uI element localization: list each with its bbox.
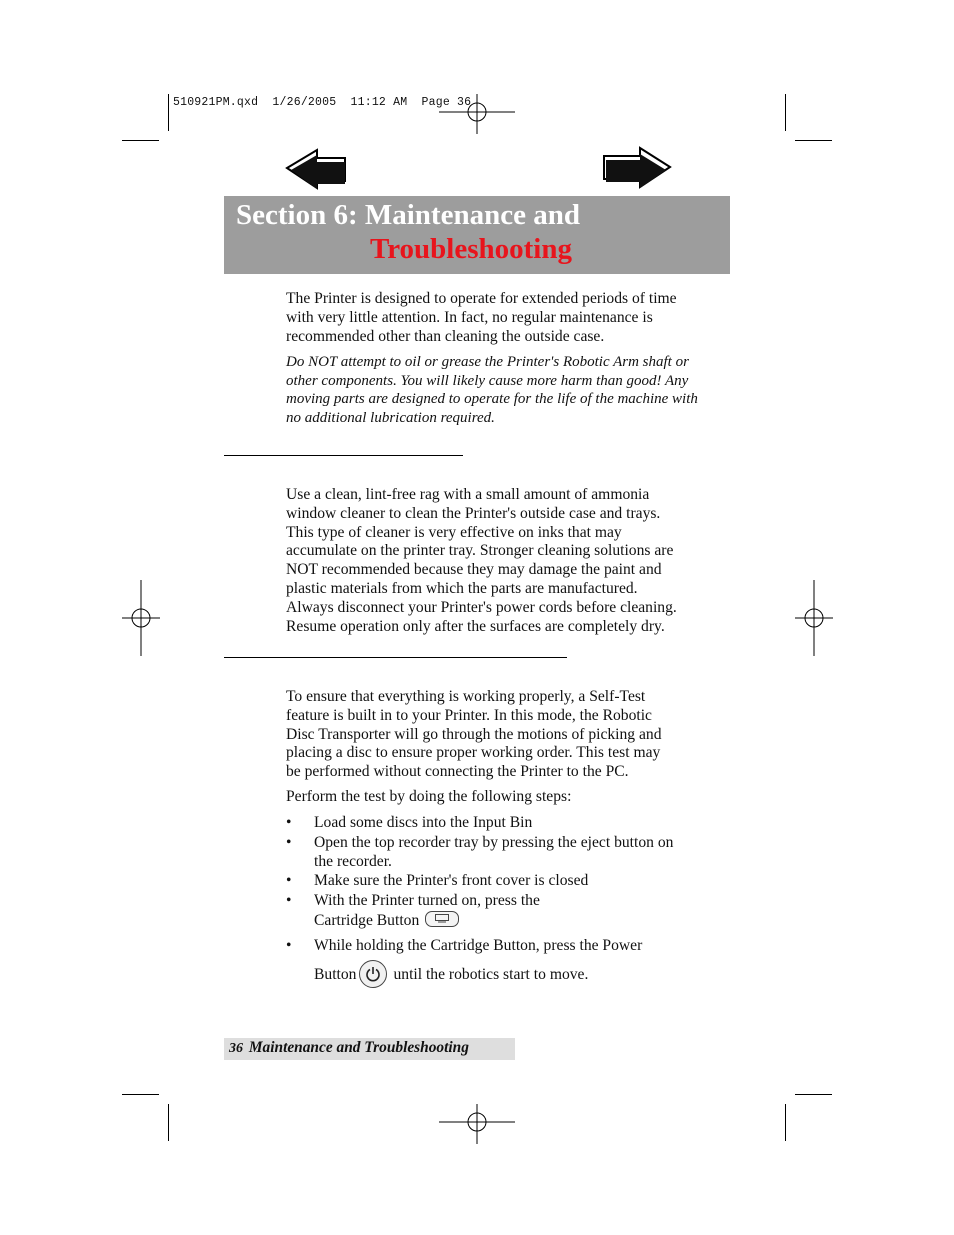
registration-mark-bottom-icon [439, 1104, 515, 1144]
step-text-with-icon [314, 960, 726, 988]
text-line: window cleaner to clean the Printer's outside case and trays. [286, 504, 661, 522]
step-text: Open the top recorder tray by pressing the eject button on [314, 833, 674, 851]
text-line: feature is built in to your Printer. In this mode, the Robotic [286, 706, 652, 724]
text-line: Resume operation only after the surfaces are completely dry. [286, 617, 665, 635]
step-text-with-icon [314, 911, 726, 931]
text-line: recommended other than cleaning the outside case. [286, 327, 605, 345]
cleaning-paragraph [286, 486, 726, 636]
bullet-glyph: • [286, 814, 292, 831]
footer-label: Maintenance and Troubleshooting [248, 1039, 469, 1056]
step-text: until the robotics start to move. [393, 965, 589, 983]
page-number: 36 [229, 1041, 243, 1056]
registration-mark-left-icon [122, 580, 160, 656]
text-line: other components. You will likely cause more harm than good! Any [286, 372, 689, 389]
steps-intro: Perform the test by doing the following steps: [286, 788, 572, 805]
text-line: moving parts are designed to operate for the life of the machine with [286, 391, 698, 408]
text-line: Always disconnect your Printer's power cords before cleaning. [286, 598, 677, 616]
page-footer [229, 1039, 469, 1057]
bullet-glyph: • [286, 892, 292, 910]
cartridge-button-icon [425, 911, 459, 927]
list-item [286, 937, 726, 988]
step-text: With the Printer turned on, press the [314, 892, 540, 910]
bullet-glyph: • [286, 936, 292, 954]
step-text: Load some discs into the Input Bin [314, 814, 533, 831]
steps-list [286, 814, 726, 988]
text-line: The Printer is designed to operate for extended periods of time [286, 290, 677, 307]
text-line: Do NOT attempt to oil or grease the Printer's Robotic Arm shaft or [286, 354, 689, 370]
text-line: plastic materials from which the parts are manufactured. [286, 579, 638, 597]
right-arrow-icon[interactable] [602, 146, 674, 190]
section-title-line1: Section 6: Maintenance and [236, 199, 580, 231]
bullet-glyph: • [286, 872, 292, 890]
section-title-line2: Troubleshooting [370, 233, 572, 265]
list-item [286, 834, 726, 872]
step-text: Cartridge Button [314, 911, 420, 929]
step-text: the recorder. [314, 852, 392, 870]
text-line: accumulate on the printer tray. Stronger cleaning solutions are [286, 542, 674, 560]
registration-mark-right-icon [795, 580, 833, 656]
list-item [286, 814, 726, 833]
step-text: Make sure the Printer's front cover is closed [314, 872, 589, 890]
list-item [286, 872, 726, 891]
registration-mark-top-icon [439, 94, 515, 134]
print-slug: 510921PM.qxd 1/26/2005 11:12 AM Page 36 [173, 96, 472, 109]
text-line: Use a clean, lint-free rag with a small amount of ammonia [286, 486, 650, 503]
text-line: Disc Transporter will go through the motions of picking and [286, 725, 662, 743]
text-line: NOT recommended because they may damage the paint and [286, 561, 662, 579]
selftest-paragraph [286, 688, 726, 782]
step-text: Button [314, 965, 357, 983]
text-line: This type of cleaner is very effective on inks that may [286, 523, 622, 541]
text-line: To ensure that everything is working properly, a Self-Test [286, 688, 646, 705]
text-line: with very little attention. In fact, no regular maintenance is [286, 308, 653, 326]
section-divider [224, 455, 463, 456]
step-text: While holding the Cartridge Button, press the Power [314, 936, 643, 954]
bullet-glyph: • [286, 833, 292, 851]
text-line: be performed without connecting the Printer to the PC. [286, 763, 629, 781]
left-arrow-icon[interactable] [283, 148, 349, 190]
text-line: placing a disc to ensure proper working order. This test may [286, 744, 661, 762]
text-line: no additional lubrication required. [286, 410, 495, 427]
list-item [286, 892, 726, 931]
power-button-icon [359, 960, 387, 988]
section-divider [224, 657, 567, 658]
intro-paragraph [286, 290, 726, 346]
warning-note [286, 353, 726, 428]
